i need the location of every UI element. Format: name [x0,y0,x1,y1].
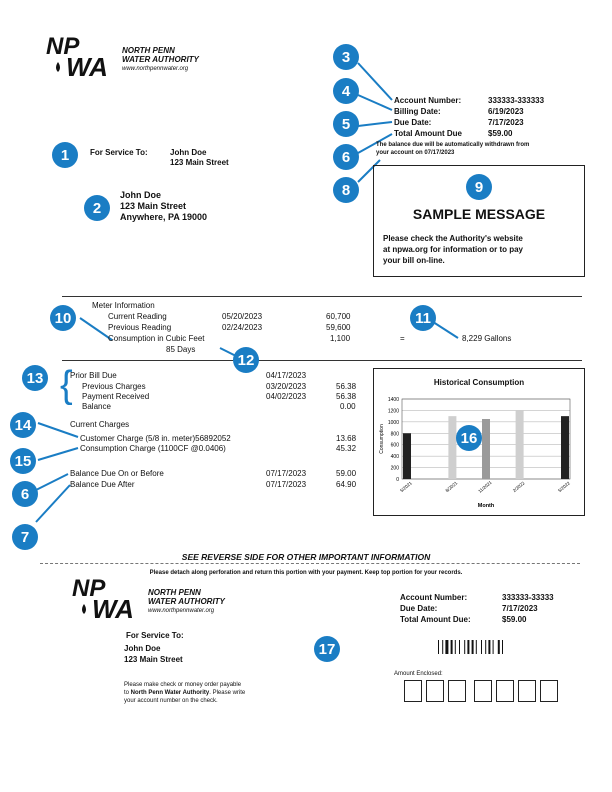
chart-x-tick-label: 2/2022 [511,480,526,494]
previous-reading-value: 59,600 [326,323,351,332]
callout-badge-6: 6 [333,144,359,170]
callout-badge-8: 8 [333,177,359,203]
callout-badge-9: 9 [466,174,492,200]
due-after-amount: 64.90 [336,480,357,489]
stub-logo [70,574,230,626]
barcode-bar [442,640,443,654]
chart-bar-11-2021 [482,419,490,479]
message-title: SAMPLE MESSAGE [412,206,546,222]
logo-name-2: WATER AUTHORITY [122,55,199,64]
service-name: John Doe [170,148,207,157]
equals-sign: = [400,334,405,343]
divider-top [62,296,582,297]
total-due-label: Total Amount Due [394,129,462,138]
message-line-1: Please check the Authority's website [383,234,523,243]
chart-x-axis-label: Month [477,503,495,509]
due-date-value: 7/17/2023 [488,118,524,127]
balance-label: Balance [82,402,111,411]
stub-total-value: $59.00 [502,615,527,624]
barcode-bar [488,640,490,654]
stub-logo-name-1: NORTH PENN [148,588,201,597]
barcode-bar [476,640,477,654]
stub-due-date-label: Due Date: [400,604,438,613]
chart-y-tick-label: 1200 [387,408,399,415]
payment-received-label: Payment Received [82,392,150,401]
barcode-bar [472,640,474,654]
chart-y-tick-label: 1000 [387,419,399,426]
stub-total-label: Total Amount Due: [400,615,471,624]
due-on-before-date: 07/17/2023 [266,469,307,478]
chart-x-tick-label: 8/2021 [444,480,459,494]
current-reading-value: 60,700 [326,312,351,321]
stub-npwa-logo-mark [70,574,150,624]
consumption-value: 1,100 [330,334,351,343]
barcode-bar [451,640,453,654]
perforation-line [40,563,580,564]
check-instructions-1: Please make check or money order payable [124,682,242,688]
callout-badge-10: 10 [50,305,76,331]
detach-note: Please detach along perforation and return this portion with your payment. Keep top portion for your records. [149,570,463,576]
callout-badge-15: 15 [10,448,36,474]
chart-y-tick-label: 200 [390,465,399,472]
due-on-before-amount: 59.00 [336,469,357,478]
current-reading-label: Current Reading [108,312,167,321]
callout-badge-4: 4 [333,78,359,104]
message-line-3: your bill on-line. [383,256,445,265]
chart-y-tick-label: 1400 [387,397,399,403]
previous-reading-label: Previous Reading [108,323,172,332]
historical-consumption-chart [373,368,585,516]
consumption-label: Consumption in Cubic Feet [108,334,205,343]
previous-charges-date: 03/20/2023 [266,382,307,391]
message-line-2: at npwa.org for information or to pay [383,245,523,254]
balance-amount: 0.00 [340,402,356,411]
billing-date-value: 6/19/2023 [488,107,524,116]
stub-service-label: For Service To: [126,631,184,640]
chart-y-tick-label: 0 [396,477,399,483]
amount-enclosed-boxes[interactable] [404,680,562,707]
chart-bar-5-2021 [403,433,411,479]
barcode-bar [493,640,494,654]
chart-x-tick-label: 5/2022 [557,480,571,494]
barcode-bar [438,640,439,654]
days-value: 85 Days [166,345,196,354]
stub-logo-url: www.northpennwater.org [148,608,215,614]
prior-bill-label: Prior Bill Due [70,371,117,380]
callout-badge-14: 14 [10,412,36,438]
callout-badge-7: 7 [12,524,38,550]
total-due-value: $59.00 [488,129,513,138]
barcode-bar [485,640,486,654]
callout-badge-17: 17 [314,636,340,662]
divider-meter [62,360,582,361]
reverse-side-note: SEE REVERSE SIDE FOR OTHER IMPORTANT INFORMATION [181,552,431,562]
callout-badge-13: 13 [22,365,48,391]
account-number-label: Account Number: [394,96,462,105]
stub-account-value: 333333-33333 [502,593,554,602]
callout-badge-16: 16 [456,425,482,451]
chart-y-tick-label: 400 [390,454,399,461]
stub-street: 123 Main Street [124,655,183,664]
consumption-charge-amount: 45.32 [336,444,357,453]
billing-date-label: Billing Date: [394,107,441,116]
svg-text:NP: NP [72,575,106,602]
autopay-note-2: your account on 07/17/2023 [376,150,455,156]
stub-name: John Doe [124,644,161,653]
due-date-label: Due Date: [394,118,432,127]
logo-url: www.northpennwater.org [122,66,189,72]
due-on-before-label: Balance Due On or Before [70,469,164,478]
barcode-bar [467,640,469,654]
consumption-charge-label: Consumption Charge (1100CF @0.0406) [80,444,226,453]
check-instructions-2: to North Penn Water Authority. Please write [124,690,246,696]
chart-x-tick-label: 5/2021 [399,480,413,494]
account-number-value: 333333-333333 [488,96,545,105]
gallons-value: 8,229 Gallons [462,334,512,343]
svg-text:WA: WA [66,52,108,82]
customer-charge-amount: 13.68 [336,434,357,443]
chart-y-axis-label: Consumption [379,424,385,454]
barcode-bar [498,640,500,654]
prior-bill-date: 04/17/2023 [266,371,307,380]
service-label: For Service To: [90,148,148,157]
due-after-label: Balance Due After [70,480,135,489]
previous-reading-date: 02/24/2023 [222,323,263,332]
stub-account-label: Account Number: [400,593,468,602]
chart-bar-5-2022 [561,416,569,479]
callout-badge-1: 1 [52,142,78,168]
callout-badge-2: 2 [84,195,110,221]
callout-badge-11: 11 [410,305,436,331]
barcode-bar [455,640,456,654]
current-charges-label: Current Charges [70,420,130,429]
mailing-street: 123 Main Street [120,201,187,211]
stub-due-date-value: 7/17/2023 [502,604,538,613]
amount-enclosed-label: Amount Enclosed: [394,671,443,677]
due-after-date: 07/17/2023 [266,480,307,489]
chart-y-tick-label: 800 [390,431,399,438]
barcode-bar [464,640,465,654]
stub-logo-name-2: WATER AUTHORITY [148,597,225,606]
barcode-bar [502,640,503,654]
chart-bar-2-2022 [516,410,524,479]
chart-y-tick-label: 600 [390,442,399,449]
svg-text:NP: NP [46,33,80,60]
logo-name-1: NORTH PENN [122,46,175,55]
callout-badge-12: 12 [233,347,259,373]
chart-bar-8-2021 [448,416,456,479]
svg-text:WA: WA [92,594,134,624]
chart-x-tick-label: 11/2021 [477,479,493,494]
callout-badge-5: 5 [333,111,359,137]
meter-heading: Meter Information [92,301,155,310]
previous-charges-amount: 56.38 [336,382,357,391]
service-street: 123 Main Street [170,158,229,167]
previous-charges-label: Previous Charges [82,382,146,391]
payment-received-amount: 56.38 [336,392,357,401]
current-reading-date: 05/20/2023 [222,312,263,321]
mailing-city: Anywhere, PA 19000 [120,212,208,222]
callout-badge-6-lower: 6 [12,481,38,507]
customer-charge-label: Customer Charge (5/8 in. meter)56892052 [80,434,231,443]
chart-title: Historical Consumption [433,378,525,387]
barcode-bar [445,640,448,654]
autopay-note-1: The balance due will be automatically withdrawn from [376,142,530,148]
callout-badge-3: 3 [333,44,359,70]
barcode-bar [459,640,460,654]
payment-received-date: 04/02/2023 [266,392,307,401]
brace: { [60,364,73,406]
mailing-name: John Doe [120,190,162,200]
check-instructions-3: your account number on the check. [124,698,218,704]
message-box [373,165,585,277]
barcode-bar [481,640,482,654]
barcode [438,640,524,654]
